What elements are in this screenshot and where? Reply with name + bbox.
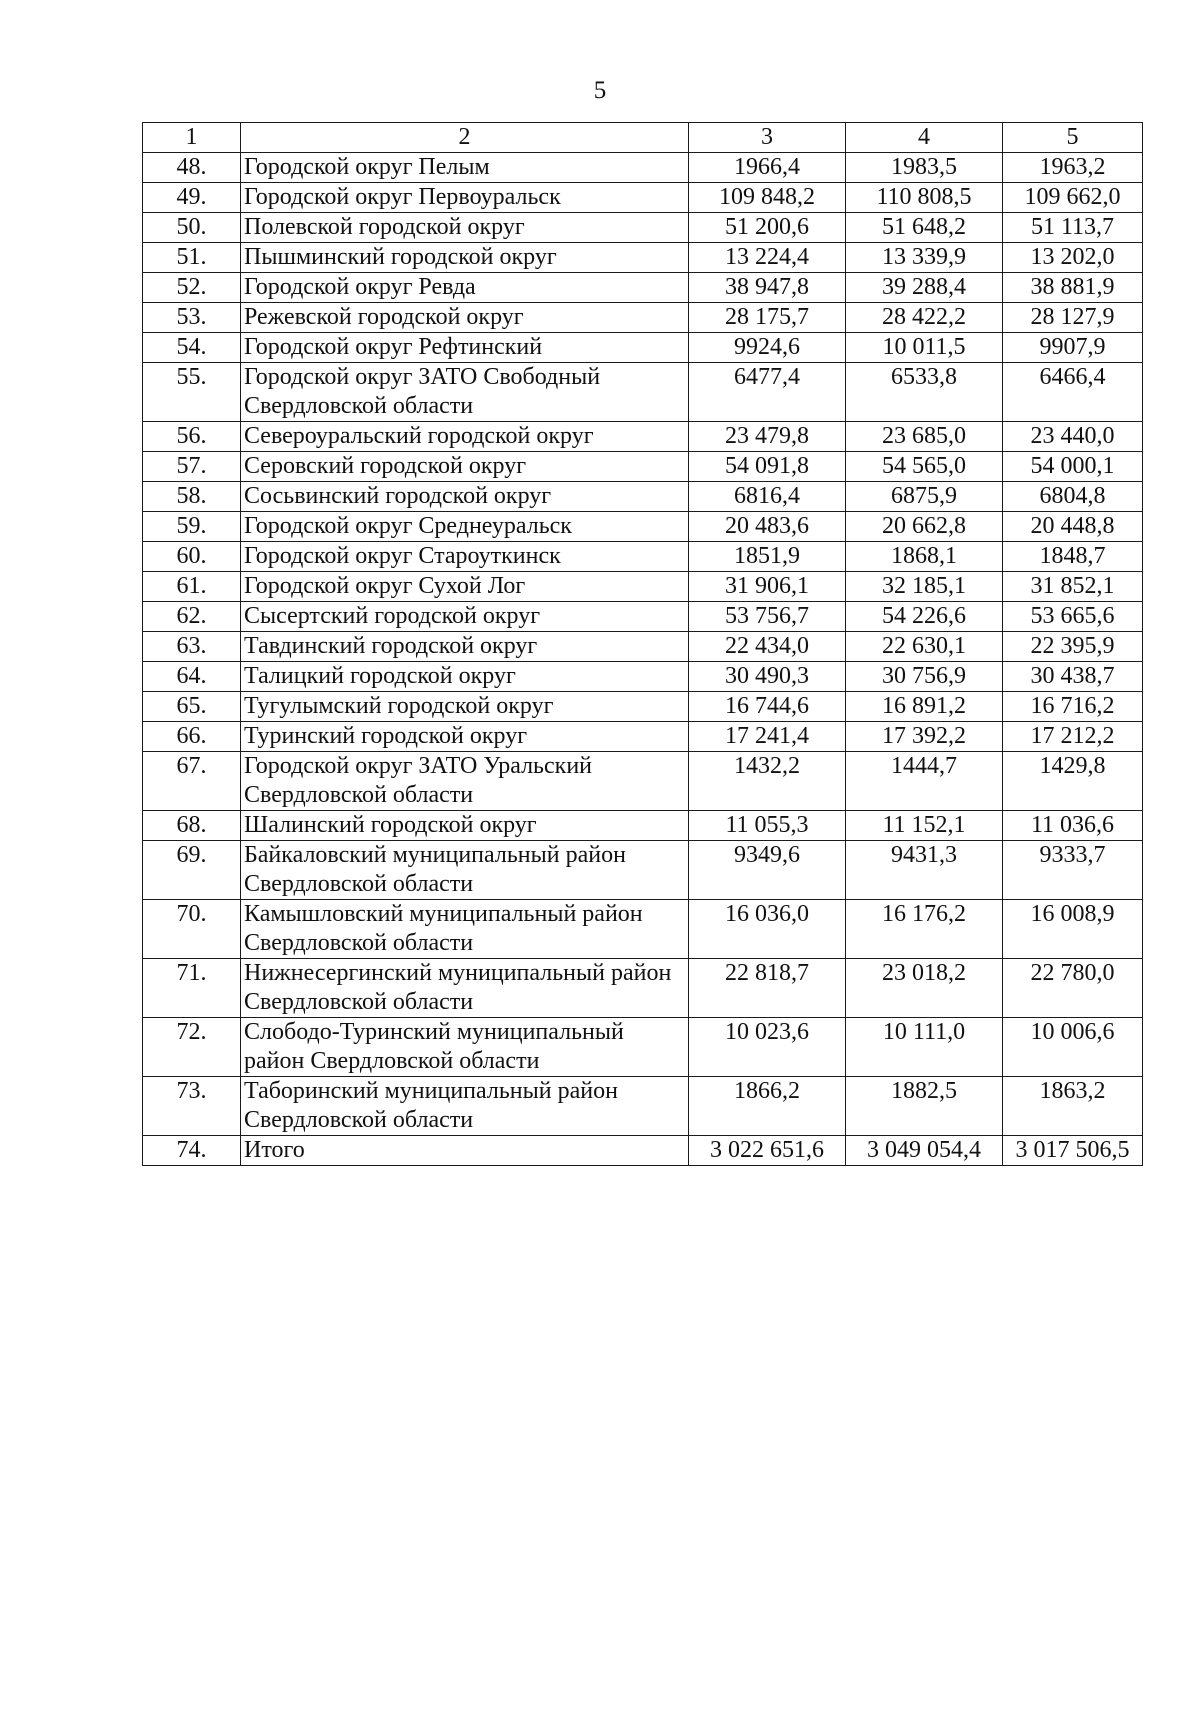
value-col-3-cell: 38 947,8	[689, 273, 846, 303]
table-row	[143, 752, 1143, 811]
value-col-5-cell: 23 440,0	[1003, 422, 1143, 452]
municipality-name-cell: Городской округ ЗАТО Уральский Свердловской области	[241, 752, 689, 811]
value-col-4-cell: 1444,7	[846, 752, 1003, 811]
header-col-4: 4	[846, 123, 1003, 153]
municipality-name-cell: Городской округ ЗАТО Свободный Свердловской области	[241, 363, 689, 422]
header-col-5: 5	[1003, 123, 1143, 153]
municipality-name-cell: Городской округ Староуткинск	[241, 542, 689, 572]
table-row	[143, 959, 1143, 1018]
value-col-3-cell: 17 241,4	[689, 722, 846, 752]
row-number-cell: 68.	[143, 811, 241, 841]
municipality-name-cell: Городской округ Ревда	[241, 273, 689, 303]
table-row	[143, 333, 1143, 363]
row-number-cell: 48.	[143, 153, 241, 183]
row-number-cell: 55.	[143, 363, 241, 422]
municipality-name-cell: Талицкий городской округ	[241, 662, 689, 692]
value-col-4-cell: 16 891,2	[846, 692, 1003, 722]
municipality-name-cell: Байкаловский муниципальный район Свердловской области	[241, 841, 689, 900]
row-number-cell: 59.	[143, 512, 241, 542]
municipality-name-cell: Серовский городской округ	[241, 452, 689, 482]
value-col-4-cell: 6875,9	[846, 482, 1003, 512]
municipality-name-cell: Туринский городской округ	[241, 722, 689, 752]
value-col-4-cell: 9431,3	[846, 841, 1003, 900]
table-row	[143, 841, 1143, 900]
value-col-3-cell: 31 906,1	[689, 572, 846, 602]
row-number-cell: 52.	[143, 273, 241, 303]
table-header-row	[143, 123, 1143, 153]
value-col-3-cell: 16 036,0	[689, 900, 846, 959]
value-col-3-cell: 23 479,8	[689, 422, 846, 452]
value-col-5-cell: 109 662,0	[1003, 183, 1143, 213]
value-col-4-cell: 13 339,9	[846, 243, 1003, 273]
row-number-cell: 74.	[143, 1136, 241, 1166]
municipality-name-cell: Сосьвинский городской округ	[241, 482, 689, 512]
row-number-cell: 71.	[143, 959, 241, 1018]
row-number-cell: 49.	[143, 183, 241, 213]
row-number-cell: 53.	[143, 303, 241, 333]
municipality-name-cell: Нижнесергинский муниципальный район Свердловской области	[241, 959, 689, 1018]
page-number: 5	[593, 77, 607, 104]
value-col-4-cell: 54 565,0	[846, 452, 1003, 482]
value-col-5-cell: 1429,8	[1003, 752, 1143, 811]
table-row	[143, 363, 1143, 422]
value-col-3-cell: 28 175,7	[689, 303, 846, 333]
row-number-cell: 65.	[143, 692, 241, 722]
value-col-4-cell: 17 392,2	[846, 722, 1003, 752]
value-col-4-cell: 23 685,0	[846, 422, 1003, 452]
row-number-cell: 50.	[143, 213, 241, 243]
value-col-5-cell: 31 852,1	[1003, 572, 1143, 602]
row-number-cell: 60.	[143, 542, 241, 572]
municipality-name-cell: Таборинский муниципальный район Свердловской области	[241, 1077, 689, 1136]
value-col-5-cell: 6466,4	[1003, 363, 1143, 422]
table-row	[143, 692, 1143, 722]
value-col-5-cell: 16 716,2	[1003, 692, 1143, 722]
value-col-3-cell: 13 224,4	[689, 243, 846, 273]
municipality-name-cell: Итого	[241, 1136, 689, 1166]
municipality-name-cell: Городской округ Сухой Лог	[241, 572, 689, 602]
value-col-4-cell: 3 049 054,4	[846, 1136, 1003, 1166]
table-row	[143, 602, 1143, 632]
table-row	[143, 811, 1143, 841]
municipality-name-cell: Североуральский городской округ	[241, 422, 689, 452]
value-col-3-cell: 10 023,6	[689, 1018, 846, 1077]
value-col-5-cell: 3 017 506,5	[1003, 1136, 1143, 1166]
value-col-4-cell: 10 011,5	[846, 333, 1003, 363]
value-col-3-cell: 6816,4	[689, 482, 846, 512]
row-number-cell: 73.	[143, 1077, 241, 1136]
value-col-3-cell: 6477,4	[689, 363, 846, 422]
value-col-5-cell: 9907,9	[1003, 333, 1143, 363]
value-col-4-cell: 1868,1	[846, 542, 1003, 572]
row-number-cell: 69.	[143, 841, 241, 900]
municipality-name-cell: Городской округ Пелым	[241, 153, 689, 183]
value-col-4-cell: 6533,8	[846, 363, 1003, 422]
municipality-name-cell: Городской округ Рефтинский	[241, 333, 689, 363]
value-col-5-cell: 10 006,6	[1003, 1018, 1143, 1077]
table-row	[143, 303, 1143, 333]
value-col-3-cell: 1966,4	[689, 153, 846, 183]
value-col-5-cell: 1863,2	[1003, 1077, 1143, 1136]
table-row	[143, 1136, 1143, 1166]
table-row	[143, 243, 1143, 273]
table-row	[143, 1018, 1143, 1077]
value-col-5-cell: 13 202,0	[1003, 243, 1143, 273]
municipality-name-cell: Шалинский городской округ	[241, 811, 689, 841]
value-col-5-cell: 22 395,9	[1003, 632, 1143, 662]
row-number-cell: 70.	[143, 900, 241, 959]
value-col-4-cell: 51 648,2	[846, 213, 1003, 243]
row-number-cell: 67.	[143, 752, 241, 811]
header-col-3: 3	[689, 123, 846, 153]
row-number-cell: 51.	[143, 243, 241, 273]
row-number-cell: 58.	[143, 482, 241, 512]
municipality-name-cell: Режевской городской округ	[241, 303, 689, 333]
table-row	[143, 722, 1143, 752]
value-col-3-cell: 53 756,7	[689, 602, 846, 632]
municipality-name-cell: Сысертский городской округ	[241, 602, 689, 632]
table-row	[143, 632, 1143, 662]
value-col-4-cell: 1983,5	[846, 153, 1003, 183]
table-row	[143, 1077, 1143, 1136]
value-col-5-cell: 6804,8	[1003, 482, 1143, 512]
row-number-cell: 54.	[143, 333, 241, 363]
value-col-3-cell: 1432,2	[689, 752, 846, 811]
table-row	[143, 662, 1143, 692]
table-body	[143, 123, 1143, 1166]
value-col-5-cell: 51 113,7	[1003, 213, 1143, 243]
value-col-5-cell: 54 000,1	[1003, 452, 1143, 482]
value-col-5-cell: 1848,7	[1003, 542, 1143, 572]
value-col-4-cell: 10 111,0	[846, 1018, 1003, 1077]
row-number-cell: 56.	[143, 422, 241, 452]
value-col-4-cell: 23 018,2	[846, 959, 1003, 1018]
row-number-cell: 57.	[143, 452, 241, 482]
municipality-name-cell: Тавдинский городской округ	[241, 632, 689, 662]
header-col-2: 2	[241, 123, 689, 153]
value-col-5-cell: 9333,7	[1003, 841, 1143, 900]
value-col-5-cell: 17 212,2	[1003, 722, 1143, 752]
value-col-5-cell: 28 127,9	[1003, 303, 1143, 333]
value-col-3-cell: 22 818,7	[689, 959, 846, 1018]
value-col-4-cell: 11 152,1	[846, 811, 1003, 841]
table-row	[143, 422, 1143, 452]
municipality-name-cell: Городской округ Среднеуральск	[241, 512, 689, 542]
value-col-4-cell: 32 185,1	[846, 572, 1003, 602]
value-col-3-cell: 9924,6	[689, 333, 846, 363]
value-col-5-cell: 16 008,9	[1003, 900, 1143, 959]
value-col-4-cell: 1882,5	[846, 1077, 1003, 1136]
municipality-name-cell: Тугулымский городской округ	[241, 692, 689, 722]
table-row	[143, 183, 1143, 213]
header-col-1: 1	[143, 123, 241, 153]
value-col-3-cell: 1866,2	[689, 1077, 846, 1136]
value-col-3-cell: 30 490,3	[689, 662, 846, 692]
value-col-4-cell: 22 630,1	[846, 632, 1003, 662]
value-col-4-cell: 110 808,5	[846, 183, 1003, 213]
value-col-3-cell: 54 091,8	[689, 452, 846, 482]
value-col-4-cell: 39 288,4	[846, 273, 1003, 303]
row-number-cell: 62.	[143, 602, 241, 632]
table-row	[143, 512, 1143, 542]
value-col-3-cell: 109 848,2	[689, 183, 846, 213]
value-col-3-cell: 11 055,3	[689, 811, 846, 841]
value-col-5-cell: 22 780,0	[1003, 959, 1143, 1018]
value-col-3-cell: 16 744,6	[689, 692, 846, 722]
municipality-name-cell: Полевской городской округ	[241, 213, 689, 243]
value-col-5-cell: 1963,2	[1003, 153, 1143, 183]
table-row	[143, 153, 1143, 183]
value-col-3-cell: 9349,6	[689, 841, 846, 900]
row-number-cell: 61.	[143, 572, 241, 602]
value-col-5-cell: 38 881,9	[1003, 273, 1143, 303]
value-col-3-cell: 20 483,6	[689, 512, 846, 542]
value-col-4-cell: 54 226,6	[846, 602, 1003, 632]
row-number-cell: 63.	[143, 632, 241, 662]
row-number-cell: 66.	[143, 722, 241, 752]
row-number-cell: 64.	[143, 662, 241, 692]
table-row	[143, 542, 1143, 572]
municipality-name-cell: Слободо-Туринский муниципальный район Свердловской области	[241, 1018, 689, 1077]
row-number-cell: 72.	[143, 1018, 241, 1077]
value-col-3-cell: 22 434,0	[689, 632, 846, 662]
municipality-name-cell: Камышловский муниципальный район Свердловской области	[241, 900, 689, 959]
municipality-name-cell: Пышминский городской округ	[241, 243, 689, 273]
table-row	[143, 273, 1143, 303]
value-col-5-cell: 30 438,7	[1003, 662, 1143, 692]
value-col-4-cell: 28 422,2	[846, 303, 1003, 333]
value-col-4-cell: 16 176,2	[846, 900, 1003, 959]
value-col-5-cell: 11 036,6	[1003, 811, 1143, 841]
value-col-4-cell: 30 756,9	[846, 662, 1003, 692]
value-col-4-cell: 20 662,8	[846, 512, 1003, 542]
municipality-name-cell: Городской округ Первоуральск	[241, 183, 689, 213]
value-col-3-cell: 1851,9	[689, 542, 846, 572]
value-col-3-cell: 51 200,6	[689, 213, 846, 243]
table-row	[143, 900, 1143, 959]
value-col-3-cell: 3 022 651,6	[689, 1136, 846, 1166]
value-col-5-cell: 20 448,8	[1003, 512, 1143, 542]
table-row	[143, 482, 1143, 512]
value-col-5-cell: 53 665,6	[1003, 602, 1143, 632]
municipal-data-table	[142, 122, 1143, 1166]
table-row	[143, 572, 1143, 602]
table-row	[143, 213, 1143, 243]
table-row	[143, 452, 1143, 482]
